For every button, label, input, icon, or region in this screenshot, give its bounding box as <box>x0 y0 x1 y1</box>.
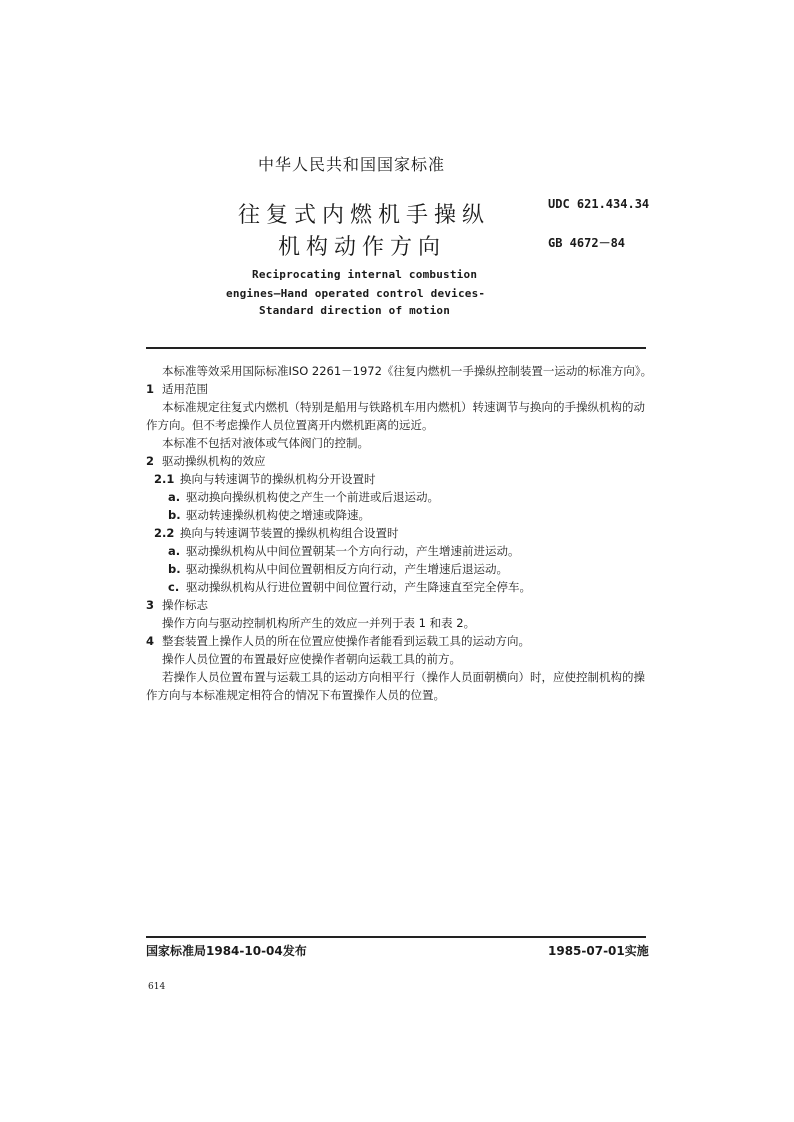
section-4-paragraph-2: 操作人员位置的布置最好应使操作者朝向运载工具的前方。 <box>162 652 461 666</box>
section-4-paragraph-1: 整套装置上操作人员的所在位置应使操作者能看到运载工具的运动方向。 <box>162 634 530 648</box>
section-2-2-a-text: 驱动操纵机构从中间位置朝某一个方向行动，产生增速前进运动。 <box>186 544 520 558</box>
section-2-2-title: 换向与转速调节装置的操纵机构组合设置时 <box>180 526 399 540</box>
section-2-1-a-text: 驱动换向操纵机构使之产生一个前进或后退运动。 <box>186 490 439 504</box>
section-2-1-b-key: b. <box>168 508 181 522</box>
section-2-2-b-key: b. <box>168 562 181 576</box>
section-4-paragraph-3a: 若操作人员位置布置与运载工具的运动方向相平行（操作人员面朝横向）时，应使控制机构的操 <box>162 670 645 684</box>
section-2-2-b-text: 驱动操纵机构从中间位置朝相反方向行动，产生增速后退运动。 <box>186 562 508 576</box>
section-1-paragraph-1a: 本标准规定往复式内燃机（特别是船用与铁路机车用内燃机）转速调节与换向的手操纵机构的动 <box>162 400 645 414</box>
section-2-2-c-text: 驱动操纵机构从行进位置朝中间位置行动，产生降速直至完全停车。 <box>186 580 531 594</box>
section-4-paragraph-3b: 作方向与本标准规定相符合的情况下布置操作人员的位置。 <box>146 688 445 702</box>
effective-date: 1985-07-01实施 <box>548 944 649 958</box>
issue-date: 国家标准局1984-10-04发布 <box>146 944 307 958</box>
section-3-number: 3 <box>146 598 155 612</box>
section-1-paragraph-2: 本标准不包括对液体或气体阀门的控制。 <box>162 436 369 450</box>
section-1-number: 1 <box>146 382 155 396</box>
title-line-2: 机构动作方向 <box>278 235 447 260</box>
page-number: 614 <box>148 982 166 992</box>
section-1-paragraph-1b: 作方向。但不考虑操作人员位置离开内燃机距离的远近。 <box>146 418 434 432</box>
section-3-title: 操作标志 <box>162 598 208 612</box>
section-2-1-title: 换向与转速调节的操纵机构分开设置时 <box>180 472 376 486</box>
top-rule <box>146 347 646 349</box>
section-2-1-b-text: 驱动转速操纵机构使之增速或降速。 <box>186 508 370 522</box>
section-2-1-a-key: a. <box>168 490 181 504</box>
section-4-number: 4 <box>146 634 155 648</box>
section-2-2-c-key: c. <box>168 580 180 594</box>
section-1-title: 适用范围 <box>162 382 208 396</box>
intro-paragraph: 本标准等效采用国际标准ISO 2261－1972《往复内燃机一手操纵控制装置一运动的标准方向》。 <box>162 364 653 378</box>
section-2-2-a-key: a. <box>168 544 181 558</box>
english-title-line-3: Standard direction of motion <box>259 304 451 317</box>
national-standard-heading: 中华人民共和国国家标准 <box>258 155 446 174</box>
section-3-paragraph: 操作方向与驱动控制机构所产生的效应一并列于表 1 和表 2。 <box>162 616 476 630</box>
section-2-title: 驱动操纵机构的效应 <box>162 454 266 468</box>
section-2-number: 2 <box>146 454 155 468</box>
english-title-line-2: engines—Hand operated control devices- <box>226 287 486 300</box>
gb-code: GB 4672－84 <box>548 236 626 250</box>
title-line-1: 往复式内燃机手操纵 <box>238 203 491 228</box>
english-title-line-1: Reciprocating internal combustion <box>252 268 478 281</box>
udc-code: UDC 621.434.34 <box>548 197 650 211</box>
section-2-2-number: 2.2 <box>154 526 175 540</box>
section-2-1-number: 2.1 <box>154 472 175 486</box>
bottom-rule <box>146 936 646 938</box>
